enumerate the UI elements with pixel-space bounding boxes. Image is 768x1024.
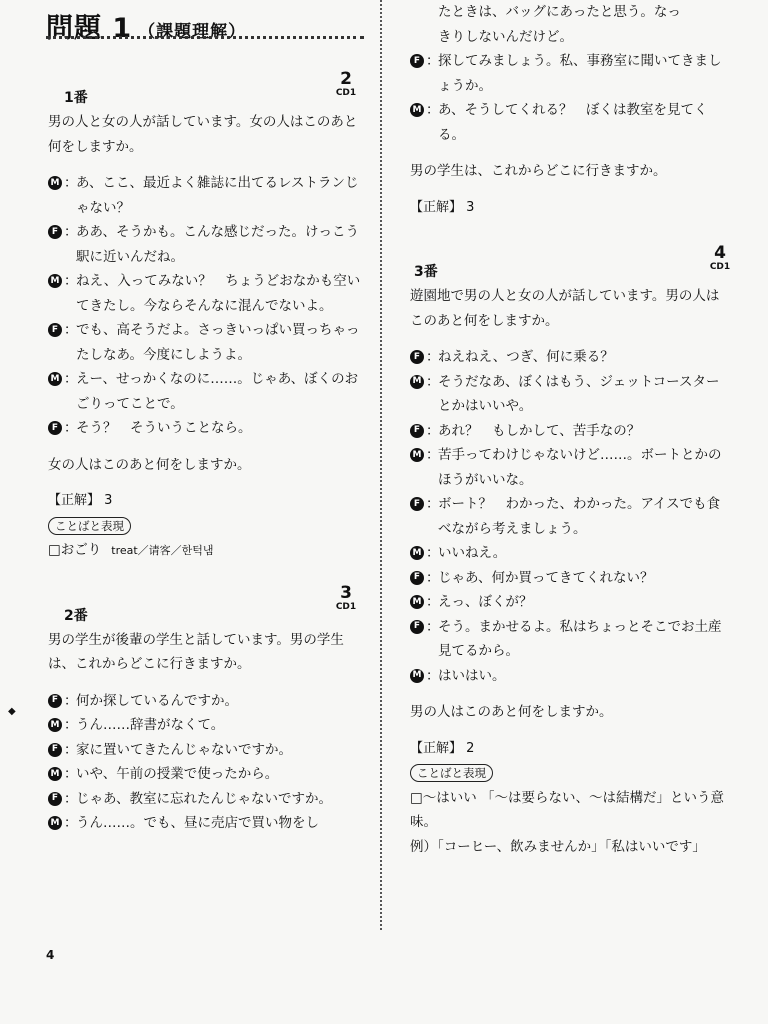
dialogue-text: そうだなあ、ぼくはもう、ジェットコースターとかはいいや。 bbox=[438, 373, 720, 414]
dialogue-text: いや、午前の授業で使ったから。 bbox=[76, 766, 279, 782]
q3-vocab-line1: □～はいい 「～は要らない、～は結構だ」という意味。 bbox=[410, 789, 725, 830]
dialogue-line bbox=[410, 345, 725, 370]
dialogue-text: たときは、バッグにあったと思う。なっ bbox=[438, 4, 681, 20]
dialogue-line bbox=[410, 25, 725, 50]
male-speaker-icon: M bbox=[48, 816, 62, 830]
female-speaker-icon: F bbox=[48, 743, 62, 757]
dialogue-line bbox=[410, 419, 725, 444]
q2-answer: 【正解】 3 bbox=[410, 199, 475, 215]
dialogue-text: 探してみましょう。私、事務室に聞いてきましょうか。 bbox=[438, 53, 722, 94]
dialogue-line bbox=[48, 318, 363, 367]
dialogue-line bbox=[410, 615, 725, 664]
dialogue-line bbox=[48, 689, 363, 714]
dialogue-line bbox=[410, 0, 725, 25]
dialogue-text: 家に置いてきたんじゃないですか。 bbox=[76, 741, 292, 758]
speaker-colon: ： bbox=[64, 420, 78, 436]
speaker-colon: ： bbox=[64, 741, 78, 758]
dialogue-line bbox=[48, 811, 363, 836]
speaker-colon: ： bbox=[426, 422, 440, 439]
dialogue-text: はいはい。 bbox=[438, 667, 506, 684]
q1-dialogue bbox=[48, 171, 363, 441]
speaker-colon: ： bbox=[64, 692, 78, 709]
dialogue-text: あ、そうしてくれる？ ぼくは教室を見てくる。 bbox=[438, 102, 708, 143]
dialogue-text: そう。まかせるよ。私はちょっとそこでお土産見てるから。 bbox=[438, 618, 722, 659]
female-speaker-icon: F bbox=[410, 571, 424, 585]
q3-vocab-line2: 例）「コーヒー、飲みませんか」「私はいいです」 bbox=[410, 838, 706, 855]
dialogue-line bbox=[410, 541, 725, 566]
q1-intro: 男の人と女の人が話しています。女の人はこのあと何をしますか。 bbox=[48, 114, 358, 155]
q3-header bbox=[410, 240, 731, 284]
speaker-colon: ： bbox=[64, 322, 78, 338]
male-speaker-icon: M bbox=[410, 595, 424, 609]
dialogue-line bbox=[410, 49, 725, 98]
speaker-colon: ： bbox=[64, 717, 78, 733]
dialogue-line bbox=[48, 220, 363, 269]
dialogue-text: あれ？ もしかして、苦手なの？ bbox=[438, 422, 641, 439]
speaker-colon: ： bbox=[64, 273, 78, 289]
q1-vocab-word: □おごり bbox=[48, 542, 102, 558]
male-speaker-icon: M bbox=[48, 176, 62, 190]
dialogue-line bbox=[410, 664, 725, 689]
female-speaker-icon: F bbox=[410, 54, 424, 68]
q1-vocab-meaning: treat／请客／한턱냄 bbox=[111, 544, 214, 557]
dialogue-text: じゃあ、教室に忘れたんじゃないですか。 bbox=[76, 790, 332, 807]
q3-answer: 【正解】 2 bbox=[410, 740, 475, 756]
dialogue-text: ねえねえ、つぎ、何に乗る？ bbox=[438, 349, 614, 365]
speaker-colon: ： bbox=[64, 790, 78, 807]
speaker-colon: ： bbox=[426, 447, 440, 463]
q1-header bbox=[48, 70, 363, 110]
q2-question: 男の学生は、これからどこに行きますか。 bbox=[410, 163, 667, 179]
male-speaker-icon: M bbox=[410, 546, 424, 560]
speaker-colon: ： bbox=[426, 496, 440, 512]
speaker-colon: ： bbox=[64, 224, 78, 240]
male-speaker-icon: M bbox=[48, 274, 62, 288]
dialogue-text: でも、高そうだよ。さっきいっぱい買っちゃったしなあ。今度にしようよ。 bbox=[76, 322, 360, 363]
dialogue-text: ボート？ わかった、わかった。アイスでも食べながら考えましょう。 bbox=[438, 496, 721, 537]
dialogue-line bbox=[410, 492, 725, 541]
q2-number: 2番 bbox=[64, 607, 88, 624]
title-underline bbox=[46, 36, 364, 39]
section-title: 問題 1 bbox=[46, 13, 133, 44]
q2-cd-label: CD1 bbox=[335, 601, 357, 612]
column-divider bbox=[380, 0, 382, 930]
female-speaker-icon: F bbox=[48, 421, 62, 435]
dialogue-text: うん……辞書がなくて。 bbox=[76, 717, 225, 733]
female-speaker-icon: F bbox=[410, 350, 424, 364]
dialogue-text: じゃあ、何か買ってきてくれない？ bbox=[438, 569, 654, 586]
male-speaker-icon: M bbox=[48, 718, 62, 732]
female-speaker-icon: F bbox=[48, 694, 62, 708]
speaker-colon: ： bbox=[426, 373, 440, 390]
male-speaker-icon: M bbox=[410, 669, 424, 683]
page-number: 4 bbox=[46, 948, 55, 962]
dialogue-text: えー、せっかくなのに……。じゃあ、ぼくのおごりってことで。 bbox=[76, 371, 359, 412]
speaker-colon: ： bbox=[426, 594, 440, 610]
q1-track-number: 2 bbox=[340, 69, 352, 89]
speaker-colon: ： bbox=[64, 371, 78, 387]
left-column bbox=[48, 70, 363, 836]
dialogue-text: うん……。でも、昼に売店で買い物をし bbox=[76, 815, 319, 831]
speaker-colon: ： bbox=[64, 815, 78, 831]
female-speaker-icon: F bbox=[48, 225, 62, 239]
dialogue-line bbox=[48, 738, 363, 763]
dialogue-line bbox=[410, 98, 725, 147]
male-speaker-icon: M bbox=[410, 103, 424, 117]
q2-dialogue-continued bbox=[410, 0, 725, 147]
q3-number: 3番 bbox=[414, 264, 438, 280]
speaker-colon: ： bbox=[64, 175, 78, 191]
right-column bbox=[410, 0, 731, 859]
dialogue-line bbox=[410, 590, 725, 615]
q2-header bbox=[48, 584, 363, 628]
dialogue-text: きりしないんだけど。 bbox=[438, 28, 573, 45]
dialogue-line bbox=[410, 566, 725, 591]
speaker-colon: ： bbox=[426, 618, 440, 635]
female-speaker-icon: F bbox=[410, 497, 424, 511]
speaker-colon: ： bbox=[426, 569, 440, 586]
q2-track-number: 3 bbox=[340, 582, 352, 603]
q3-intro: 遊園地で男の人と女の人が話しています。男の人はこのあと何をしますか。 bbox=[410, 288, 720, 329]
female-speaker-icon: F bbox=[48, 792, 62, 806]
q3-cd-label: CD1 bbox=[709, 262, 731, 272]
q2-intro: 男の学生が後輩の学生と話しています。男の学生は、これからどこに行きますか。 bbox=[48, 631, 344, 672]
dialogue-line bbox=[410, 443, 725, 492]
dialogue-line bbox=[48, 367, 363, 416]
dialogue-text: ねえ、入ってみない？ ちょうどおなかも空いてきたし。今ならそんなに混んでないよ。 bbox=[76, 273, 361, 314]
dialogue-text: あ、ここ、最近よく雑誌に出てるレストランじゃない？ bbox=[76, 175, 359, 216]
dialogue-line bbox=[48, 416, 363, 441]
speaker-colon: ： bbox=[64, 766, 78, 782]
dialogue-line bbox=[48, 787, 363, 812]
female-speaker-icon: F bbox=[410, 620, 424, 634]
male-speaker-icon: M bbox=[410, 448, 424, 462]
q3-question: 男の人はこのあと何をしますか。 bbox=[410, 704, 613, 720]
q2-dialogue bbox=[48, 689, 363, 836]
dialogue-line bbox=[48, 171, 363, 220]
q2-track bbox=[329, 584, 363, 612]
q1-number: 1番 bbox=[64, 90, 88, 106]
speaker-colon: ： bbox=[426, 53, 440, 69]
q3-track bbox=[703, 244, 737, 272]
q1-track bbox=[329, 70, 363, 98]
dialogue-line bbox=[48, 269, 363, 318]
dialogue-text: 苦手ってわけじゃないけど……。ボートとかのほうがいいな。 bbox=[438, 447, 722, 488]
speaker-colon: ： bbox=[426, 545, 440, 561]
dialogue-text: いいねえ。 bbox=[438, 545, 507, 561]
margin-mark: ◆ bbox=[8, 706, 16, 717]
female-speaker-icon: F bbox=[48, 323, 62, 337]
q1-kotoba-label: ことばと表現 bbox=[48, 517, 131, 535]
q1-cd-label: CD1 bbox=[335, 88, 357, 98]
q1-question: 女の人はこのあと何をしますか。 bbox=[48, 456, 251, 473]
dialogue-text: 何か探しているんですか。 bbox=[76, 692, 238, 709]
dialogue-text: ああ、そうかも。こんな感じだった。けっこう駅に近いんだね。 bbox=[76, 224, 359, 265]
speaker-colon: ： bbox=[426, 667, 440, 684]
dialogue-line bbox=[48, 713, 363, 738]
female-speaker-icon: F bbox=[410, 424, 424, 438]
dialogue-text: えっ、ぼくが？ bbox=[438, 594, 533, 610]
male-speaker-icon: M bbox=[410, 375, 424, 389]
section-subtitle: （課題理解） bbox=[138, 22, 247, 42]
male-speaker-icon: M bbox=[48, 372, 62, 386]
dialogue-text: そう？ そういうことなら。 bbox=[76, 420, 252, 436]
q3-track-number: 4 bbox=[714, 243, 726, 263]
dialogue-line bbox=[410, 370, 725, 419]
q3-kotoba-label: ことばと表現 bbox=[410, 764, 493, 782]
q1-vocab bbox=[48, 538, 363, 564]
page-title bbox=[46, 6, 246, 45]
dialogue-line bbox=[48, 762, 363, 787]
q3-dialogue bbox=[410, 345, 725, 688]
speaker-colon: ： bbox=[426, 349, 440, 365]
male-speaker-icon: M bbox=[48, 767, 62, 781]
q1-answer: 【正解】 3 bbox=[48, 493, 113, 508]
speaker-colon: ： bbox=[426, 102, 440, 118]
